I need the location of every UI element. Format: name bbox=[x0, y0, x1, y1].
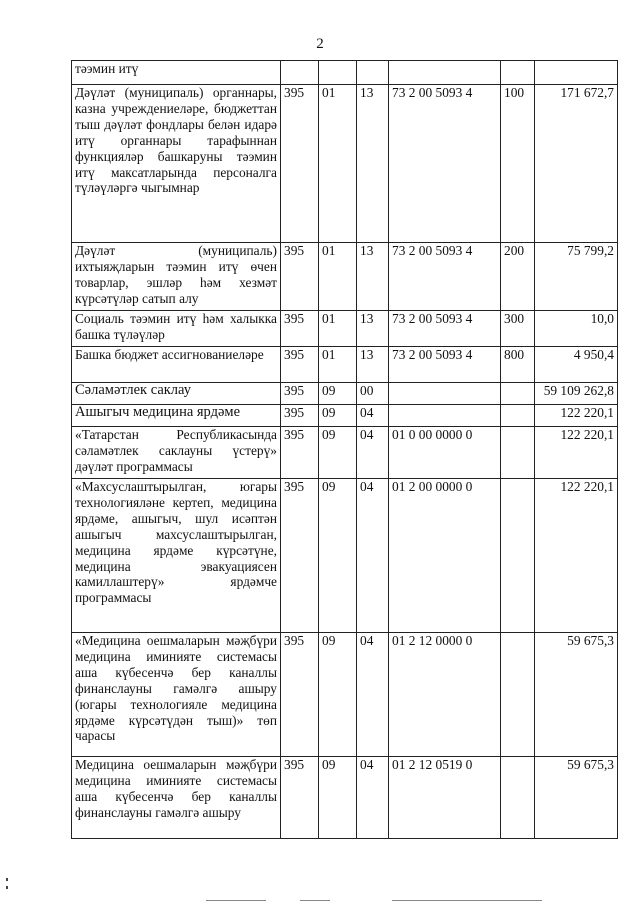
pr-cell: 04 bbox=[357, 479, 389, 633]
item-name-cell: «Татарстан Республикасында сәламәтлек саклауны үстерү» дәүләт программасы bbox=[72, 427, 281, 479]
csr-cell: 73 2 00 5093 4 bbox=[389, 85, 501, 243]
csr-cell: 73 2 00 5093 4 bbox=[389, 243, 501, 311]
vr-cell: 300 bbox=[501, 311, 535, 347]
ved-cell: 395 bbox=[281, 347, 319, 383]
table-row bbox=[72, 633, 618, 757]
table-row bbox=[72, 757, 618, 839]
ved-cell bbox=[281, 61, 319, 85]
item-name-cell: Башка бюджет ассигнованиеләре bbox=[72, 347, 281, 383]
ved-cell: 395 bbox=[281, 383, 319, 405]
vr-cell bbox=[501, 383, 535, 405]
scan-mark bbox=[392, 900, 542, 901]
amount-cell: 10,0 bbox=[535, 311, 618, 347]
ved-cell: 395 bbox=[281, 479, 319, 633]
rz-cell: 01 bbox=[319, 85, 357, 243]
pr-cell: 13 bbox=[357, 347, 389, 383]
pr-cell: 13 bbox=[357, 85, 389, 243]
item-name-cell: «Медицина оешмаларын мәҗбүри медицина иминияте системасы аша күбесенчә бер каналлы финанслауны гамәлгә ашыру (югары технологияле медицина ярдәме күрсәтүдән тыш)» төп чарасы bbox=[72, 633, 281, 757]
table-row bbox=[72, 311, 618, 347]
vr-cell bbox=[501, 405, 535, 427]
ved-cell: 395 bbox=[281, 243, 319, 311]
rz-cell: 09 bbox=[319, 479, 357, 633]
vr-cell: 800 bbox=[501, 347, 535, 383]
vr-cell bbox=[501, 61, 535, 85]
csr-cell: 01 2 12 0000 0 bbox=[389, 633, 501, 757]
amount-cell: 75 799,2 bbox=[535, 243, 618, 311]
item-name-cell: Дәүләт (муниципаль) ихтыяҗларын тәэмин итү өчен товарлар, эшләр һәм хезмәт күрсәтүләр сатып алу bbox=[72, 243, 281, 311]
csr-cell bbox=[389, 61, 501, 85]
pr-cell: 00 bbox=[357, 383, 389, 405]
scan-mark bbox=[300, 900, 330, 901]
csr-cell: 73 2 00 5093 4 bbox=[389, 347, 501, 383]
rz-cell: 09 bbox=[319, 405, 357, 427]
pr-cell: 04 bbox=[357, 633, 389, 757]
ved-cell: 395 bbox=[281, 633, 319, 757]
table-row bbox=[72, 383, 618, 405]
amount-cell: 171 672,7 bbox=[535, 85, 618, 243]
budget-table bbox=[71, 60, 618, 839]
rz-cell: 09 bbox=[319, 633, 357, 757]
csr-cell: 73 2 00 5093 4 bbox=[389, 311, 501, 347]
table-row bbox=[72, 61, 618, 85]
ved-cell: 395 bbox=[281, 427, 319, 479]
amount-cell: 59 109 262,8 bbox=[535, 383, 618, 405]
rz-cell: 01 bbox=[319, 243, 357, 311]
csr-cell: 01 2 12 0519 0 bbox=[389, 757, 501, 839]
pr-cell: 04 bbox=[357, 427, 389, 479]
table-row bbox=[72, 347, 618, 383]
amount-cell bbox=[535, 61, 618, 85]
vr-cell bbox=[501, 479, 535, 633]
vr-cell bbox=[501, 633, 535, 757]
amount-cell: 122 220,1 bbox=[535, 405, 618, 427]
pr-cell: 04 bbox=[357, 757, 389, 839]
table-row bbox=[72, 427, 618, 479]
ved-cell: 395 bbox=[281, 85, 319, 243]
amount-cell: 122 220,1 bbox=[535, 427, 618, 479]
table-row bbox=[72, 405, 618, 427]
rz-cell: 09 bbox=[319, 757, 357, 839]
vr-cell: 100 bbox=[501, 85, 535, 243]
amount-cell: 122 220,1 bbox=[535, 479, 618, 633]
item-name-cell: Медицина оешмаларын мәҗбүри медицина иминияте системасы аша күбесенчә бер каналлы финанслауны гамәлгә ашыру bbox=[72, 757, 281, 839]
page-number: 2 bbox=[316, 36, 324, 52]
rz-cell: 09 bbox=[319, 427, 357, 479]
amount-cell: 59 675,3 bbox=[535, 633, 618, 757]
amount-cell: 4 950,4 bbox=[535, 347, 618, 383]
rz-cell: 09 bbox=[319, 383, 357, 405]
scan-mark bbox=[206, 900, 266, 901]
pr-cell: 04 bbox=[357, 405, 389, 427]
pr-cell: 13 bbox=[357, 243, 389, 311]
item-name-cell: Ашыгыч медицина ярдәме bbox=[72, 405, 281, 427]
vr-cell: 200 bbox=[501, 243, 535, 311]
scan-mark bbox=[6, 878, 8, 881]
ved-cell: 395 bbox=[281, 405, 319, 427]
table-row bbox=[72, 85, 618, 243]
item-name-cell: «Махсуслаштырылган, югары технологияләне кертеп, медицина ярдәме, ашыгыч, шул исәптән ашыгыч махсуслаштырылган, медицина ярдәме күрсәтүне, медицина эвакуациясен камиллаштерү» ярдәмче программасы bbox=[72, 479, 281, 633]
vr-cell bbox=[501, 757, 535, 839]
vr-cell bbox=[501, 427, 535, 479]
rz-cell: 01 bbox=[319, 311, 357, 347]
ved-cell: 395 bbox=[281, 757, 319, 839]
pr-cell bbox=[357, 61, 389, 85]
ved-cell: 395 bbox=[281, 311, 319, 347]
pr-cell: 13 bbox=[357, 311, 389, 347]
rz-cell bbox=[319, 61, 357, 85]
rz-cell: 01 bbox=[319, 347, 357, 383]
item-name-cell: Социаль тәэмин итү һәм халыкка башка түләүләр bbox=[72, 311, 281, 347]
csr-cell: 01 2 00 0000 0 bbox=[389, 479, 501, 633]
amount-cell: 59 675,3 bbox=[535, 757, 618, 839]
item-name-cell: Сәламәтлек саклау bbox=[72, 383, 281, 405]
csr-cell bbox=[389, 383, 501, 405]
table-row bbox=[72, 243, 618, 311]
csr-cell bbox=[389, 405, 501, 427]
scan-mark bbox=[6, 886, 8, 889]
item-name-cell: Дәүләт (муниципаль) органнары, казна учреждениеләре, бюджеттан тыш дәүләт фондлары белән идарә итү органнары тарафыннан функцияләр башкаруны тәэмин итү максатларында персоналга түләүләргә чыгымнар bbox=[72, 85, 281, 243]
csr-cell: 01 0 00 0000 0 bbox=[389, 427, 501, 479]
item-name-cell: тәэмин итү bbox=[72, 61, 281, 85]
table-row bbox=[72, 479, 618, 633]
